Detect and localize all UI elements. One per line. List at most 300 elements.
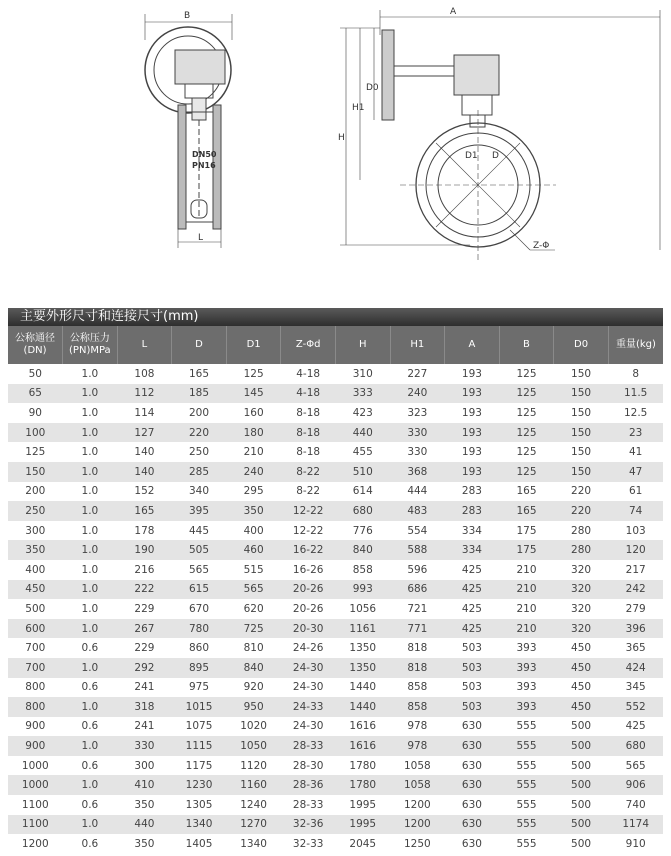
table-cell: 721 bbox=[407, 602, 428, 615]
table-cell: 250 bbox=[189, 446, 210, 459]
table-cell: 140 bbox=[134, 446, 155, 459]
table-cell: 152 bbox=[134, 485, 155, 498]
table-cell: 8-22 bbox=[281, 462, 336, 482]
table-cell: 630 bbox=[461, 798, 482, 811]
table-row bbox=[8, 580, 663, 600]
table-cell: 16-22 bbox=[281, 540, 336, 560]
table-cell: 565 bbox=[226, 580, 281, 600]
table-cell: 423 bbox=[352, 406, 373, 419]
table-cell: 1058 bbox=[403, 759, 431, 772]
table-cell: 725 bbox=[226, 619, 281, 639]
table-cell: 300 bbox=[25, 524, 46, 537]
table-cell: 0.6 bbox=[81, 838, 99, 851]
table-cell: 190 bbox=[117, 540, 172, 560]
table-cell: 425 bbox=[461, 602, 482, 615]
table-cell: 1780 bbox=[349, 759, 377, 772]
table-cell: 1.0 bbox=[63, 501, 118, 521]
table-cell: 210 bbox=[243, 446, 264, 459]
table-cell: 450 bbox=[554, 658, 609, 678]
table-cell: 145 bbox=[226, 384, 281, 404]
table-cell: 1115 bbox=[172, 736, 227, 756]
table-cell: 1616 bbox=[335, 736, 390, 756]
table-cell: 283 bbox=[445, 501, 500, 521]
table-cell: 365 bbox=[625, 642, 646, 655]
spec-table bbox=[8, 326, 663, 854]
table-cell: 114 bbox=[134, 406, 155, 419]
table-row bbox=[8, 501, 663, 521]
table-cell: 23 bbox=[608, 423, 663, 443]
table-cell: 8 bbox=[632, 367, 640, 380]
table-cell: 910 bbox=[625, 838, 646, 851]
table-cell: 503 bbox=[461, 681, 482, 694]
table-cell: 24-30 bbox=[292, 720, 324, 733]
table-cell: 165 bbox=[516, 485, 537, 498]
table-cell: 483 bbox=[390, 501, 445, 521]
table-cell: 810 bbox=[243, 642, 264, 655]
table-cell: 140 bbox=[117, 462, 172, 482]
table-cell: 283 bbox=[461, 485, 482, 498]
column-header: B bbox=[499, 326, 554, 364]
table-body bbox=[8, 364, 663, 854]
column-header: L bbox=[117, 326, 172, 364]
table-cell: 241 bbox=[134, 681, 155, 694]
table-cell: 74 bbox=[608, 501, 663, 521]
table-cell: 210 bbox=[516, 602, 537, 615]
table-cell: 740 bbox=[625, 798, 646, 811]
table-cell: 217 bbox=[625, 563, 646, 576]
table-cell: 503 bbox=[461, 642, 482, 655]
table-cell: 1995 bbox=[335, 815, 390, 835]
table-cell: 1100 bbox=[8, 815, 63, 835]
table-cell: 670 bbox=[189, 602, 210, 615]
table-cell: 4-18 bbox=[281, 384, 336, 404]
table-cell: 112 bbox=[117, 384, 172, 404]
table-cell: 318 bbox=[117, 697, 172, 717]
table-cell: 1.0 bbox=[63, 736, 118, 756]
table-row bbox=[8, 736, 663, 756]
table-row bbox=[8, 717, 663, 737]
table-cell: 193 bbox=[445, 462, 500, 482]
table-cell: 450 bbox=[571, 681, 592, 694]
table-cell: 108 bbox=[134, 367, 155, 380]
table-cell: 588 bbox=[390, 540, 445, 560]
table-cell: 460 bbox=[226, 540, 281, 560]
label-h: H bbox=[338, 133, 345, 143]
table-cell: 292 bbox=[117, 658, 172, 678]
table-cell: 500 bbox=[25, 602, 46, 615]
table-cell: 1780 bbox=[335, 775, 390, 795]
table-cell: 0.6 bbox=[81, 759, 99, 772]
table-cell: 100 bbox=[8, 423, 63, 443]
table-cell: 858 bbox=[390, 697, 445, 717]
table-cell: 393 bbox=[499, 658, 554, 678]
table-cell: 450 bbox=[571, 642, 592, 655]
table-row bbox=[8, 619, 663, 639]
table-cell: 16-26 bbox=[292, 563, 324, 576]
table-row bbox=[8, 521, 663, 541]
table-cell: 1058 bbox=[390, 775, 445, 795]
table-cell: 1305 bbox=[185, 798, 213, 811]
table-cell: 300 bbox=[134, 759, 155, 772]
table-cell: 440 bbox=[335, 423, 390, 443]
table-cell: 0.6 bbox=[81, 798, 99, 811]
table-row bbox=[8, 756, 663, 776]
label-dn: DN50 bbox=[192, 150, 217, 159]
table-cell: 445 bbox=[189, 524, 210, 537]
table-cell: 285 bbox=[172, 462, 227, 482]
table-cell: 0.6 bbox=[81, 720, 99, 733]
table-row bbox=[8, 775, 663, 795]
table-cell: 330 bbox=[117, 736, 172, 756]
table-cell: 1350 bbox=[335, 658, 390, 678]
table-cell: 1.0 bbox=[63, 775, 118, 795]
table-cell: 500 bbox=[571, 720, 592, 733]
table-cell: 895 bbox=[172, 658, 227, 678]
table-cell: 229 bbox=[134, 602, 155, 615]
table-cell: 1.0 bbox=[81, 406, 99, 419]
table-cell: 350 bbox=[226, 501, 281, 521]
table-cell: 600 bbox=[8, 619, 63, 639]
table-cell: 906 bbox=[608, 775, 663, 795]
table-cell: 1270 bbox=[226, 815, 281, 835]
table-row bbox=[8, 423, 663, 443]
table-row bbox=[8, 834, 663, 854]
table-cell: 950 bbox=[226, 697, 281, 717]
table-cell: 1340 bbox=[172, 815, 227, 835]
table-cell: 975 bbox=[189, 681, 210, 694]
table-row bbox=[8, 384, 663, 404]
table-cell: 1.0 bbox=[81, 446, 99, 459]
label-b: B bbox=[184, 11, 191, 21]
table-header-row bbox=[8, 326, 663, 364]
table-cell: 222 bbox=[117, 580, 172, 600]
table-cell: 630 bbox=[461, 838, 482, 851]
table-cell: 1075 bbox=[185, 720, 213, 733]
column-header: H1 bbox=[390, 326, 445, 364]
table-cell: 978 bbox=[407, 720, 428, 733]
table-cell: 350 bbox=[134, 798, 155, 811]
table-cell: 20-30 bbox=[281, 619, 336, 639]
table-cell: 680 bbox=[608, 736, 663, 756]
table-cell: 800 bbox=[25, 681, 46, 694]
table-cell: 440 bbox=[117, 815, 172, 835]
table-cell: 555 bbox=[516, 798, 537, 811]
table-cell: 320 bbox=[554, 580, 609, 600]
table-cell: 150 bbox=[554, 423, 609, 443]
table-cell: 840 bbox=[335, 540, 390, 560]
table-cell: 150 bbox=[571, 446, 592, 459]
table-cell: 368 bbox=[390, 462, 445, 482]
table-cell: 424 bbox=[608, 658, 663, 678]
table-cell: 24-33 bbox=[281, 697, 336, 717]
table-cell: 310 bbox=[352, 367, 373, 380]
table-cell: 620 bbox=[243, 602, 264, 615]
table-cell: 350 bbox=[134, 838, 155, 851]
table-cell: 1440 bbox=[349, 681, 377, 694]
table-cell: 1.0 bbox=[63, 462, 118, 482]
column-header: Z-Φd bbox=[281, 326, 336, 364]
table-row bbox=[8, 540, 663, 560]
table-cell: 28-33 bbox=[281, 736, 336, 756]
table-cell: 615 bbox=[172, 580, 227, 600]
table-cell: 334 bbox=[445, 540, 500, 560]
table-cell: 0.6 bbox=[81, 642, 99, 655]
table-cell: 8-18 bbox=[281, 423, 336, 443]
table-cell: 818 bbox=[407, 642, 428, 655]
table-cell: 978 bbox=[390, 736, 445, 756]
column-header: 重量(kg) bbox=[608, 326, 663, 364]
label-d1: D1 bbox=[465, 151, 478, 161]
table-cell: 700 bbox=[8, 658, 63, 678]
table-title: 主要外形尺寸和连接尺寸(mm) bbox=[8, 308, 663, 326]
table-cell: 455 bbox=[352, 446, 373, 459]
table-cell: 220 bbox=[172, 423, 227, 443]
table-cell: 125 bbox=[499, 423, 554, 443]
table-cell: 503 bbox=[445, 697, 500, 717]
table-cell: 280 bbox=[554, 540, 609, 560]
table-cell: 1.0 bbox=[81, 602, 99, 615]
table-cell: 150 bbox=[554, 384, 609, 404]
table-cell: 61 bbox=[628, 485, 643, 498]
table-cell: 630 bbox=[445, 815, 500, 835]
table-row bbox=[8, 442, 663, 462]
table-cell: 165 bbox=[117, 501, 172, 521]
table-cell: 900 bbox=[8, 736, 63, 756]
table-cell: 1.0 bbox=[63, 423, 118, 443]
table-cell: 227 bbox=[407, 367, 428, 380]
column-header: A bbox=[445, 326, 500, 364]
table-cell: 250 bbox=[8, 501, 63, 521]
table-cell: 500 bbox=[571, 759, 592, 772]
table-cell: 1350 bbox=[349, 642, 377, 655]
column-header: 公称压力 (PN)MPa bbox=[63, 326, 118, 364]
table-cell: 630 bbox=[445, 736, 500, 756]
table-cell: 320 bbox=[571, 563, 592, 576]
table-cell: 1240 bbox=[240, 798, 267, 811]
table-cell: 858 bbox=[407, 681, 428, 694]
table-cell: 12-22 bbox=[281, 501, 336, 521]
table-cell: 1000 bbox=[21, 759, 49, 772]
table-cell: 400 bbox=[243, 524, 264, 537]
table-cell: 165 bbox=[499, 501, 554, 521]
table-cell: 840 bbox=[226, 658, 281, 678]
table-cell: 350 bbox=[8, 540, 63, 560]
table-cell: 450 bbox=[8, 580, 63, 600]
table-cell: 50 bbox=[28, 367, 42, 380]
table-cell: 410 bbox=[117, 775, 172, 795]
table-cell: 1.0 bbox=[63, 658, 118, 678]
table-cell: 120 bbox=[608, 540, 663, 560]
table-cell: 267 bbox=[117, 619, 172, 639]
table-cell: 1340 bbox=[240, 838, 267, 851]
table-cell: 565 bbox=[189, 563, 210, 576]
table-cell: 47 bbox=[608, 462, 663, 482]
table-row bbox=[8, 599, 663, 619]
table-cell: 400 bbox=[25, 563, 46, 576]
table-cell: 323 bbox=[407, 406, 428, 419]
table-cell: 1440 bbox=[335, 697, 390, 717]
table-cell: 1000 bbox=[8, 775, 63, 795]
table-cell: 125 bbox=[243, 367, 264, 380]
table-cell: 630 bbox=[461, 759, 482, 772]
table-cell: 334 bbox=[461, 524, 482, 537]
table-cell: 1.0 bbox=[81, 524, 99, 537]
table-cell: 900 bbox=[25, 720, 46, 733]
table-cell: 1995 bbox=[349, 798, 377, 811]
table-cell: 8-22 bbox=[296, 485, 321, 498]
table-cell: 125 bbox=[499, 384, 554, 404]
table-cell: 860 bbox=[189, 642, 210, 655]
table-cell: 0.6 bbox=[81, 681, 99, 694]
table-cell: 555 bbox=[499, 775, 554, 795]
table-cell: 193 bbox=[445, 384, 500, 404]
table-row bbox=[8, 403, 663, 423]
table-cell: 150 bbox=[8, 462, 63, 482]
table-cell: 320 bbox=[571, 602, 592, 615]
table-cell: 554 bbox=[407, 524, 428, 537]
table-cell: 1200 bbox=[21, 838, 49, 851]
table-cell: 150 bbox=[571, 367, 592, 380]
table-cell: 193 bbox=[445, 423, 500, 443]
table-cell: 1.0 bbox=[63, 384, 118, 404]
table-cell: 200 bbox=[25, 485, 46, 498]
column-header: D bbox=[172, 326, 227, 364]
table-cell: 500 bbox=[571, 838, 592, 851]
table-cell: 776 bbox=[352, 524, 373, 537]
table-cell: 125 bbox=[516, 446, 537, 459]
table-cell: 1174 bbox=[608, 815, 663, 835]
table-row bbox=[8, 678, 663, 698]
table-cell: 1.0 bbox=[63, 540, 118, 560]
table-cell: 160 bbox=[243, 406, 264, 419]
table-cell: 229 bbox=[134, 642, 155, 655]
table-row bbox=[8, 795, 663, 815]
table-cell: 220 bbox=[571, 485, 592, 498]
table-cell: 210 bbox=[499, 580, 554, 600]
table-cell: 279 bbox=[625, 602, 646, 615]
table-cell: 1020 bbox=[240, 720, 267, 733]
table-cell: 165 bbox=[189, 367, 210, 380]
table-cell: 333 bbox=[335, 384, 390, 404]
table-cell: 800 bbox=[8, 697, 63, 717]
table-cell: 125 bbox=[25, 446, 46, 459]
table-cell: 920 bbox=[243, 681, 264, 694]
table-cell: 210 bbox=[499, 619, 554, 639]
label-d0: D0 bbox=[366, 83, 379, 93]
label-d: D bbox=[492, 151, 499, 161]
table-cell: 90 bbox=[28, 406, 42, 419]
table-cell: 150 bbox=[554, 462, 609, 482]
table-cell: 1050 bbox=[226, 736, 281, 756]
table-cell: 1175 bbox=[185, 759, 213, 772]
table-cell: 28-33 bbox=[292, 798, 324, 811]
table-cell: 210 bbox=[516, 563, 537, 576]
table-cell: 552 bbox=[608, 697, 663, 717]
valve-drawing bbox=[0, 0, 671, 300]
table-cell: 150 bbox=[571, 406, 592, 419]
table-row bbox=[8, 638, 663, 658]
table-cell: 193 bbox=[461, 406, 482, 419]
column-header: D0 bbox=[554, 326, 609, 364]
table-cell: 185 bbox=[172, 384, 227, 404]
table-cell: 1.0 bbox=[81, 563, 99, 576]
table-cell: 858 bbox=[352, 563, 373, 576]
table-cell: 12.5 bbox=[623, 406, 648, 419]
table-cell: 28-30 bbox=[292, 759, 324, 772]
table-cell: 178 bbox=[134, 524, 155, 537]
table-cell: 395 bbox=[172, 501, 227, 521]
table-cell: 200 bbox=[189, 406, 210, 419]
table-cell: 320 bbox=[554, 619, 609, 639]
table-row bbox=[8, 560, 663, 580]
table-cell: 771 bbox=[390, 619, 445, 639]
column-header: 公称通径 (DN) bbox=[8, 326, 63, 364]
table-cell: 425 bbox=[625, 720, 646, 733]
table-cell: 1015 bbox=[172, 697, 227, 717]
table-cell: 175 bbox=[516, 524, 537, 537]
table-cell: 280 bbox=[571, 524, 592, 537]
table-cell: 1120 bbox=[240, 759, 267, 772]
table-cell: 24-30 bbox=[292, 681, 324, 694]
label-a: A bbox=[450, 7, 457, 17]
table-cell: 24-26 bbox=[292, 642, 324, 655]
table-cell: 1200 bbox=[390, 815, 445, 835]
table-cell: 680 bbox=[335, 501, 390, 521]
table-cell: 216 bbox=[134, 563, 155, 576]
table-cell: 20-26 bbox=[292, 602, 324, 615]
table-cell: 425 bbox=[445, 580, 500, 600]
label-l: L bbox=[198, 233, 204, 243]
table-cell: 241 bbox=[134, 720, 155, 733]
table-cell: 555 bbox=[516, 838, 537, 851]
label-z: Z-Φ bbox=[533, 241, 550, 251]
table-cell: 1056 bbox=[349, 602, 377, 615]
table-row bbox=[8, 815, 663, 835]
table-cell: 510 bbox=[335, 462, 390, 482]
table-cell: 500 bbox=[554, 815, 609, 835]
table-cell: 500 bbox=[571, 798, 592, 811]
table-cell: 1230 bbox=[172, 775, 227, 795]
table-cell: 396 bbox=[608, 619, 663, 639]
table-cell: 450 bbox=[554, 697, 609, 717]
table-cell: 993 bbox=[335, 580, 390, 600]
table-cell: 1.0 bbox=[63, 697, 118, 717]
column-header: D1 bbox=[226, 326, 281, 364]
table-cell: 555 bbox=[499, 815, 554, 835]
table-cell: 2045 bbox=[349, 838, 377, 851]
table-cell: 500 bbox=[554, 736, 609, 756]
table-cell: 1616 bbox=[349, 720, 377, 733]
label-pn: PN16 bbox=[192, 161, 216, 170]
table-cell: 32-36 bbox=[281, 815, 336, 835]
table-cell: 393 bbox=[516, 642, 537, 655]
column-header: H bbox=[335, 326, 390, 364]
table-cell: 65 bbox=[8, 384, 63, 404]
table-cell: 4-18 bbox=[296, 367, 321, 380]
table-cell: 193 bbox=[461, 446, 482, 459]
table-cell: 1100 bbox=[21, 798, 49, 811]
table-cell: 242 bbox=[608, 580, 663, 600]
table-row bbox=[8, 658, 663, 678]
table-cell: 614 bbox=[352, 485, 373, 498]
table-cell: 818 bbox=[390, 658, 445, 678]
table-cell: 295 bbox=[243, 485, 264, 498]
table-cell: 8-18 bbox=[296, 406, 321, 419]
table-cell: 345 bbox=[625, 681, 646, 694]
table-cell: 425 bbox=[461, 563, 482, 576]
table-cell: 1.0 bbox=[63, 815, 118, 835]
table-cell: 555 bbox=[516, 720, 537, 733]
